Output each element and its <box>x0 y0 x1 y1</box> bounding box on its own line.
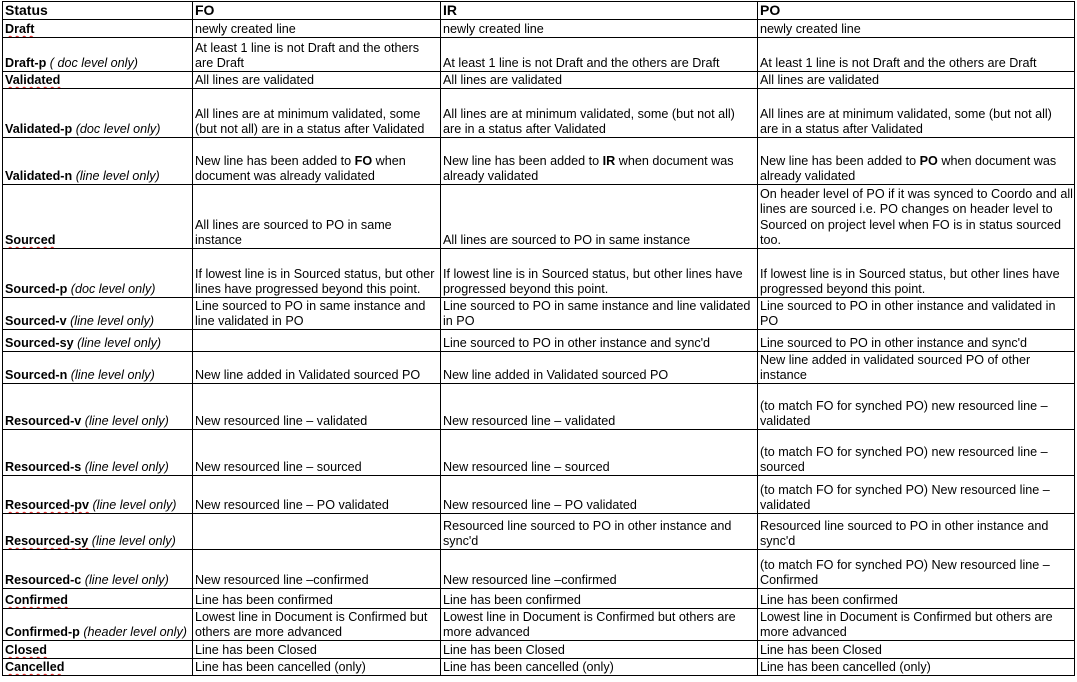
status-name: Sourced-sy <box>5 335 74 350</box>
fo-cell: At least 1 line is not Draft and the others are Draft <box>193 38 441 72</box>
fo-cell: Line has been confirmed <box>193 589 441 609</box>
po-cell: Resourced line sourced to PO in other instance and sync'd <box>758 514 1075 550</box>
table-row <box>3 384 1075 430</box>
header-po: PO <box>758 2 1075 20</box>
table-row <box>3 298 1075 330</box>
ir-cell: Resourced line sourced to PO in other instance and sync'd <box>441 514 758 550</box>
fo-cell: Line sourced to PO in same instance and line validated in PO <box>193 298 441 330</box>
fo-cell <box>193 330 441 352</box>
po-cell: New line has been added to PO when document was already validated <box>758 138 1075 185</box>
doc-code: FO <box>354 153 373 168</box>
fo-cell: All lines are validated <box>193 72 441 89</box>
ir-cell: All lines are sourced to PO in same instance <box>441 185 758 249</box>
fo-cell: Line has been Closed <box>193 641 441 659</box>
status-name: Resourced-s <box>5 459 82 474</box>
status-name: Validated-p <box>5 121 73 136</box>
status-scope: (line level only) <box>91 533 176 548</box>
po-cell: If lowest line is in Sourced status, but other lines have progressed beyond this point. <box>758 249 1075 298</box>
status-cell <box>3 20 193 38</box>
ir-cell: newly created line <box>441 20 758 38</box>
po-cell: Lowest line in Document is Confirmed but others are more advanced <box>758 609 1075 641</box>
ir-cell: Line has been confirmed <box>441 589 758 609</box>
fo-cell: newly created line <box>193 20 441 38</box>
header-ir: IR <box>441 2 758 20</box>
status-name: Resourced-pv <box>5 497 89 512</box>
status-cell <box>3 298 193 330</box>
po-cell: Line has been confirmed <box>758 589 1075 609</box>
status-name: Resourced-c <box>5 572 82 587</box>
status-cell <box>3 352 193 384</box>
status-cell <box>3 659 193 676</box>
ir-cell: Line has been Closed <box>441 641 758 659</box>
status-cell <box>3 550 193 589</box>
ir-cell: New resourced line – PO validated <box>441 476 758 514</box>
status-name: Validated-n <box>5 168 73 183</box>
fo-cell: New resourced line – PO validated <box>193 476 441 514</box>
po-cell: New line added in validated sourced PO of other instance <box>758 352 1075 384</box>
table-row <box>3 514 1075 550</box>
header-row <box>3 2 1075 20</box>
header-status: Status <box>3 2 193 20</box>
status-cell <box>3 330 193 352</box>
table-row <box>3 20 1075 38</box>
table-row <box>3 641 1075 659</box>
status-cell <box>3 589 193 609</box>
status-scope: (line level only) <box>75 168 160 183</box>
status-name: Cancelled <box>5 659 65 674</box>
po-cell: Line sourced to PO in other instance and sync'd <box>758 330 1075 352</box>
status-cell <box>3 138 193 185</box>
status-cell <box>3 476 193 514</box>
table-row <box>3 352 1075 384</box>
po-cell: (to match FO for synched PO) New resourced line – validated <box>758 476 1075 514</box>
status-scope: (line level only) <box>70 313 155 328</box>
po-cell: On header level of PO if it was synced to Coordo and all lines are sourced i.e. PO changes on header level to Sourced on project level when FO is in status sourced too. <box>758 185 1075 249</box>
po-cell: At least 1 line is not Draft and the others are Draft <box>758 38 1075 72</box>
ir-cell: New resourced line –confirmed <box>441 550 758 589</box>
fo-cell: New line has been added to FO when document was already validated <box>193 138 441 185</box>
table-row <box>3 476 1075 514</box>
table-row <box>3 659 1075 676</box>
po-cell: (to match FO for synched PO) new resourced line – validated <box>758 384 1075 430</box>
status-name: Sourced-v <box>5 313 67 328</box>
ir-cell: Line has been cancelled (only) <box>441 659 758 676</box>
po-cell: (to match FO for synched PO) new resourced line – sourced <box>758 430 1075 476</box>
ir-cell: If lowest line is in Sourced status, but other lines have progressed beyond this point. <box>441 249 758 298</box>
status-scope: (doc level only) <box>75 121 161 136</box>
table-row <box>3 249 1075 298</box>
fo-cell: New resourced line – sourced <box>193 430 441 476</box>
status-cell <box>3 89 193 138</box>
ir-cell: All lines are at minimum validated, some (but not all) are in a status after Validated <box>441 89 758 138</box>
status-scope: (header level only) <box>83 624 187 639</box>
po-cell: Line sourced to PO in other instance and validated in PO <box>758 298 1075 330</box>
status-scope: ( doc level only) <box>49 55 138 70</box>
fo-cell: All lines are at minimum validated, some (but not all) are in a status after Validated <box>193 89 441 138</box>
ir-cell: Line sourced to PO in other instance and sync'd <box>441 330 758 352</box>
ir-cell: All lines are validated <box>441 72 758 89</box>
table-row <box>3 138 1075 185</box>
status-name: Confirmed <box>5 592 68 607</box>
status-cell <box>3 641 193 659</box>
fo-cell: New line added in Validated sourced PO <box>193 352 441 384</box>
table-row <box>3 589 1075 609</box>
status-cell <box>3 384 193 430</box>
status-cell <box>3 72 193 89</box>
table-row <box>3 89 1075 138</box>
fo-cell: Line has been cancelled (only) <box>193 659 441 676</box>
status-name: Sourced-n <box>5 367 68 382</box>
doc-code: IR <box>602 153 616 168</box>
ir-cell: New line added in Validated sourced PO <box>441 352 758 384</box>
status-scope: (line level only) <box>70 367 155 382</box>
status-scope: (line level only) <box>84 413 169 428</box>
status-rows <box>3 20 1075 676</box>
fo-cell <box>193 514 441 550</box>
table-row <box>3 185 1075 249</box>
status-name: Resourced-sy <box>5 533 89 548</box>
ir-cell: Line sourced to PO in same instance and line validated in PO <box>441 298 758 330</box>
status-name: Validated <box>5 72 61 87</box>
fo-cell: New resourced line – validated <box>193 384 441 430</box>
status-scope: (line level only) <box>84 572 169 587</box>
status-name: Closed <box>5 642 47 657</box>
status-scope: (line level only) <box>92 497 177 512</box>
fo-cell: All lines are sourced to PO in same instance <box>193 185 441 249</box>
ir-cell: At least 1 line is not Draft and the others are Draft <box>441 38 758 72</box>
table-row <box>3 72 1075 89</box>
po-cell: Line has been cancelled (only) <box>758 659 1075 676</box>
ir-cell: New resourced line – sourced <box>441 430 758 476</box>
po-cell: (to match FO for synched PO) New resourced line – Confirmed <box>758 550 1075 589</box>
fo-cell: New resourced line –confirmed <box>193 550 441 589</box>
status-name: Resourced-v <box>5 413 82 428</box>
table-row <box>3 430 1075 476</box>
ir-cell: Lowest line in Document is Confirmed but others are more advanced <box>441 609 758 641</box>
status-name: Draft-p <box>5 55 47 70</box>
status-cell <box>3 249 193 298</box>
status-scope: (doc level only) <box>70 281 156 296</box>
status-name: Sourced-p <box>5 281 68 296</box>
table-row <box>3 38 1075 72</box>
header-fo: FO <box>193 2 441 20</box>
ir-cell: New resourced line – validated <box>441 384 758 430</box>
status-scope: (line level only) <box>84 459 169 474</box>
status-scope: (line level only) <box>77 335 162 350</box>
fo-cell: If lowest line is in Sourced status, but other lines have progressed beyond this point. <box>193 249 441 298</box>
doc-code: PO <box>919 153 938 168</box>
table-row <box>3 330 1075 352</box>
po-cell: Line has been Closed <box>758 641 1075 659</box>
status-name: Sourced <box>5 232 56 247</box>
po-cell: All lines are validated <box>758 72 1075 89</box>
po-cell: newly created line <box>758 20 1075 38</box>
status-cell <box>3 430 193 476</box>
ir-cell: New line has been added to IR when document was already validated <box>441 138 758 185</box>
status-table <box>2 1 1075 676</box>
status-cell <box>3 185 193 249</box>
status-cell <box>3 609 193 641</box>
status-name: Draft <box>5 21 35 36</box>
status-name: Confirmed-p <box>5 624 80 639</box>
po-cell: All lines are at minimum validated, some (but not all) are in a status after Validated <box>758 89 1075 138</box>
status-cell <box>3 514 193 550</box>
table-row <box>3 550 1075 589</box>
fo-cell: Lowest line in Document is Confirmed but others are more advanced <box>193 609 441 641</box>
table-row <box>3 609 1075 641</box>
status-cell <box>3 38 193 72</box>
